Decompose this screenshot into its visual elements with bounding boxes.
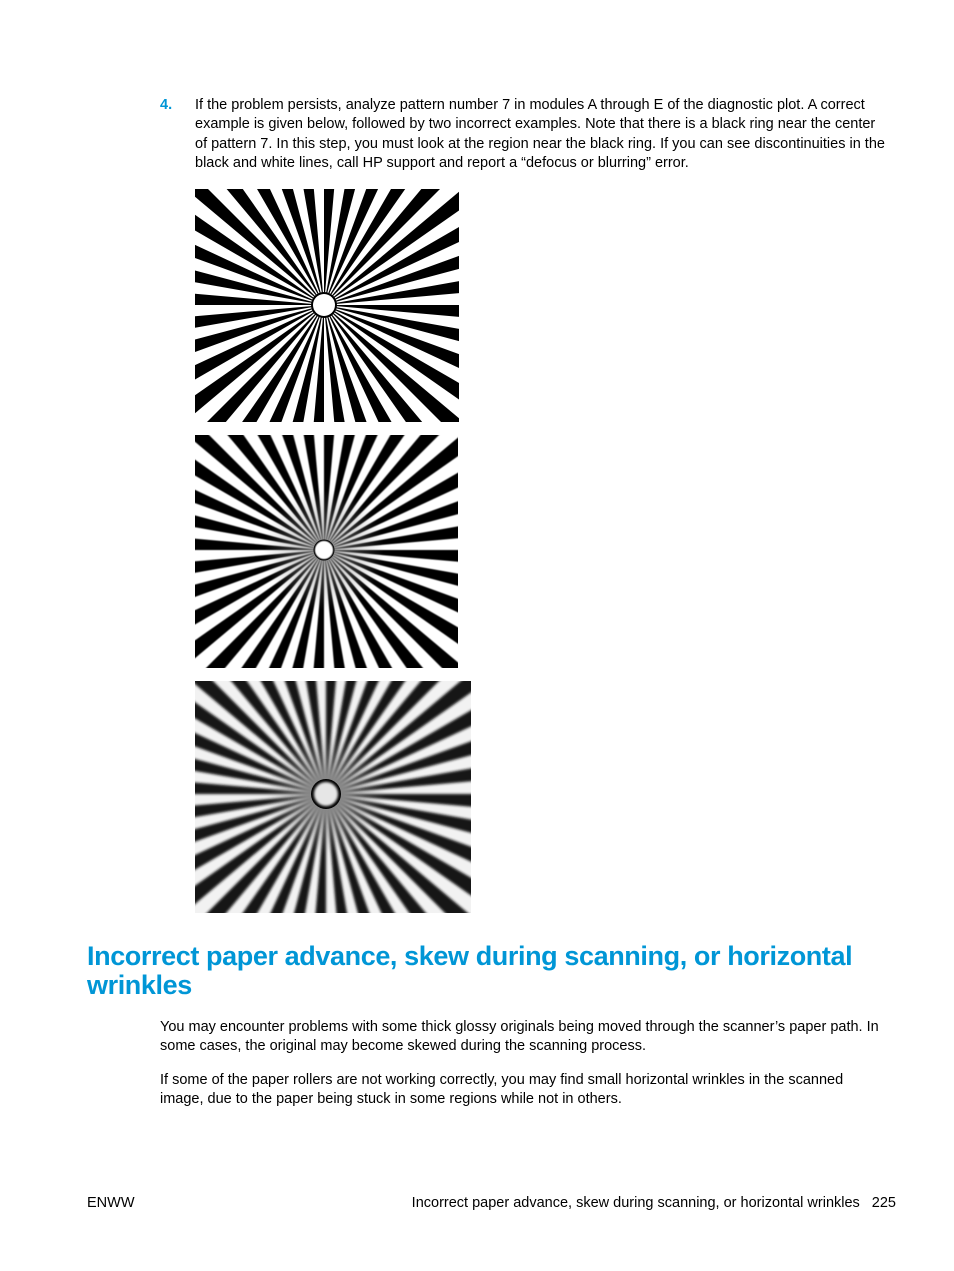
footer-right — [412, 1194, 896, 1212]
star-pattern-incorrect-1-figure — [195, 435, 458, 668]
page-number: 225 — [871, 1195, 896, 1211]
paragraph-1: You may encounter problems with some thick glossy originals being moved through the scanner’s paper path. In some cases, the original may become skewed during the scanning process. — [160, 1019, 879, 1055]
center-hub — [314, 782, 338, 806]
step-number: 4. — [160, 97, 173, 113]
step-text: If the problem persists, analyze pattern number 7 in modules A through E of the diagnostic plot. A correct example is given below, followed by two incorrect examples. Note that there is a black ring near the center of pattern 7. In this step, you must look at the region near the black ring. If you can see discontinuities in the black and white lines, call HP support and report a “defocus or blurring” error. — [195, 97, 885, 172]
center-hub — [313, 294, 335, 316]
section-heading: Incorrect paper advance, skew during scanning, or horizontal wrinkles — [87, 941, 853, 1000]
footer-title: Incorrect paper advance, skew during scanning, or horizontal wrinkles — [411, 1195, 860, 1211]
footer-left: ENWW — [87, 1195, 135, 1211]
star-pattern-incorrect-2-svg — [195, 681, 471, 913]
center-hub — [315, 541, 333, 559]
paragraph-2: If some of the paper rollers are not working correctly, you may find small horizontal wrinkles in the scanned image, due to the paper being stuck in some regions while not in others. — [160, 1072, 844, 1108]
star-pattern-correct-figure — [195, 189, 459, 422]
star-pattern-incorrect-2-figure — [195, 681, 471, 913]
star-pattern-incorrect-1-svg — [195, 435, 458, 668]
star-pattern-correct-svg — [195, 189, 459, 422]
